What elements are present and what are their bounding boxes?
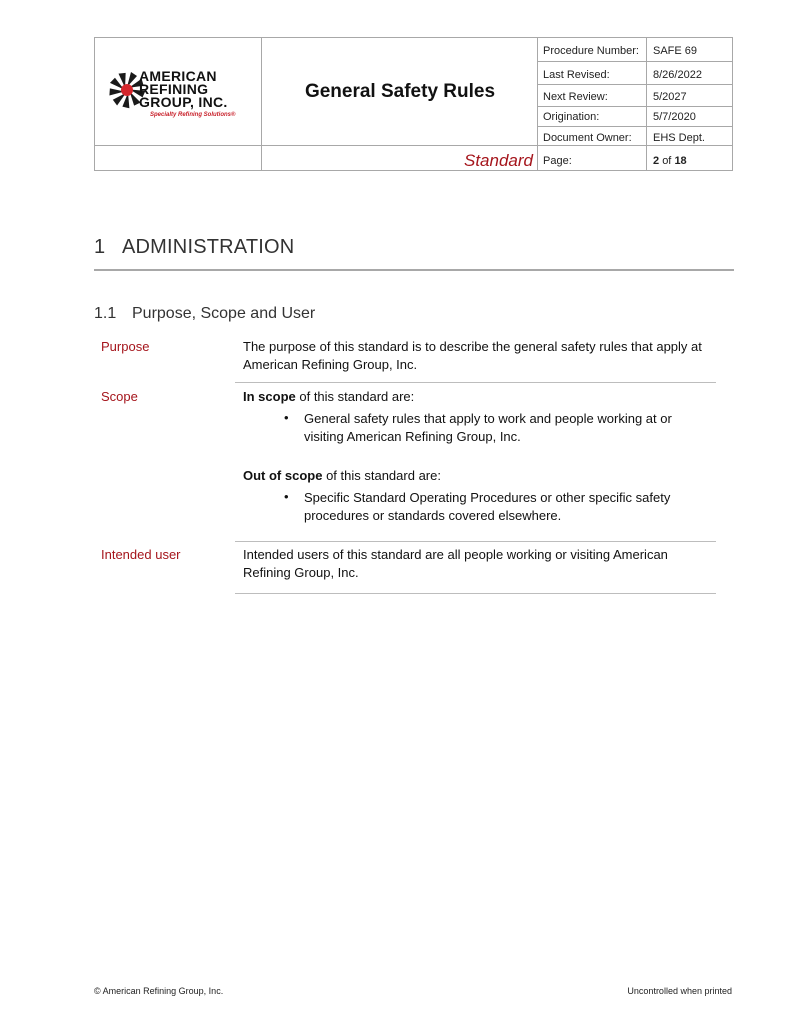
subsection-title: Purpose, Scope and User xyxy=(132,305,316,322)
out-scope-intro xyxy=(243,467,713,485)
logo-line-2: REFINING xyxy=(139,81,209,97)
in-scope-bold: In scope xyxy=(243,389,296,404)
in-scope-rest: of this standard are: xyxy=(295,389,415,404)
origination: 5/7/2020 xyxy=(653,111,696,123)
document-owner: EHS Dept. xyxy=(653,132,705,144)
page-current: 2 xyxy=(653,155,660,167)
row-divider xyxy=(235,541,716,542)
out-scope-item: Specific Standard Operating Procedures or other specific safety procedures or standards covered elsewhere. xyxy=(304,490,671,523)
logo-wordmark xyxy=(139,70,228,109)
meta-label: Origination: xyxy=(543,111,600,123)
document-title: General Safety Rules xyxy=(304,81,496,102)
next-review: 5/2027 xyxy=(653,91,687,103)
meta-label: Document Owner: xyxy=(543,132,632,144)
section-number: 1 xyxy=(94,236,106,258)
page-label: Page: xyxy=(543,155,572,167)
header-divider xyxy=(537,38,538,171)
document-type: Standard xyxy=(464,151,533,170)
intended-user-text: Intended users of this standard are all people working or visiting American Refining Group, Inc. xyxy=(243,547,668,580)
purpose-text: The purpose of this standard is to describe the general safety rules that apply at American Refining Group, Inc. xyxy=(243,339,702,372)
meta-label: Procedure Number: xyxy=(543,45,639,57)
header-divider xyxy=(537,106,732,107)
scope-label: Scope xyxy=(101,389,138,404)
footer-notice: Uncontrolled when printed xyxy=(627,986,732,996)
page-of: of xyxy=(662,155,672,167)
logo-tagline: Specialty Refining Solutions® xyxy=(150,112,236,118)
header-divider xyxy=(537,61,732,62)
logo-line-3: GROUP, INC. xyxy=(139,94,228,110)
in-scope-intro xyxy=(243,388,713,406)
intended-user-label: Intended user xyxy=(101,547,181,562)
footer-copyright: © American Refining Group, Inc. xyxy=(94,986,224,996)
header-divider xyxy=(537,84,732,85)
header-divider xyxy=(537,126,732,127)
procedure-number: SAFE 69 xyxy=(653,45,698,57)
meta-label: Next Review: xyxy=(543,91,608,103)
company-logo xyxy=(95,38,262,146)
bullet-icon: • xyxy=(284,489,289,504)
bullet-icon: • xyxy=(284,410,289,425)
out-scope-rest: of this standard are: xyxy=(322,468,441,483)
row-divider xyxy=(235,593,716,594)
section-title: ADMINISTRATION xyxy=(122,236,295,258)
out-scope-bold: Out of scope xyxy=(243,468,323,483)
logo-line-1: AMERICAN xyxy=(139,68,217,84)
section-rule xyxy=(94,269,734,271)
in-scope-item: General safety rules that apply to work and people working at or visiting American Refining Group, Inc. xyxy=(304,411,672,444)
subsection-heading xyxy=(94,305,315,323)
document-header-table xyxy=(94,37,733,171)
purpose-label: Purpose xyxy=(101,339,150,354)
section-heading xyxy=(94,236,294,259)
last-revised: 8/26/2022 xyxy=(653,69,702,81)
row-divider xyxy=(235,382,716,383)
meta-label: Last Revised: xyxy=(543,69,610,81)
page-total: 18 xyxy=(674,155,687,167)
page-number xyxy=(653,155,687,167)
subsection-number: 1.1 xyxy=(94,305,117,322)
header-divider xyxy=(646,38,647,171)
